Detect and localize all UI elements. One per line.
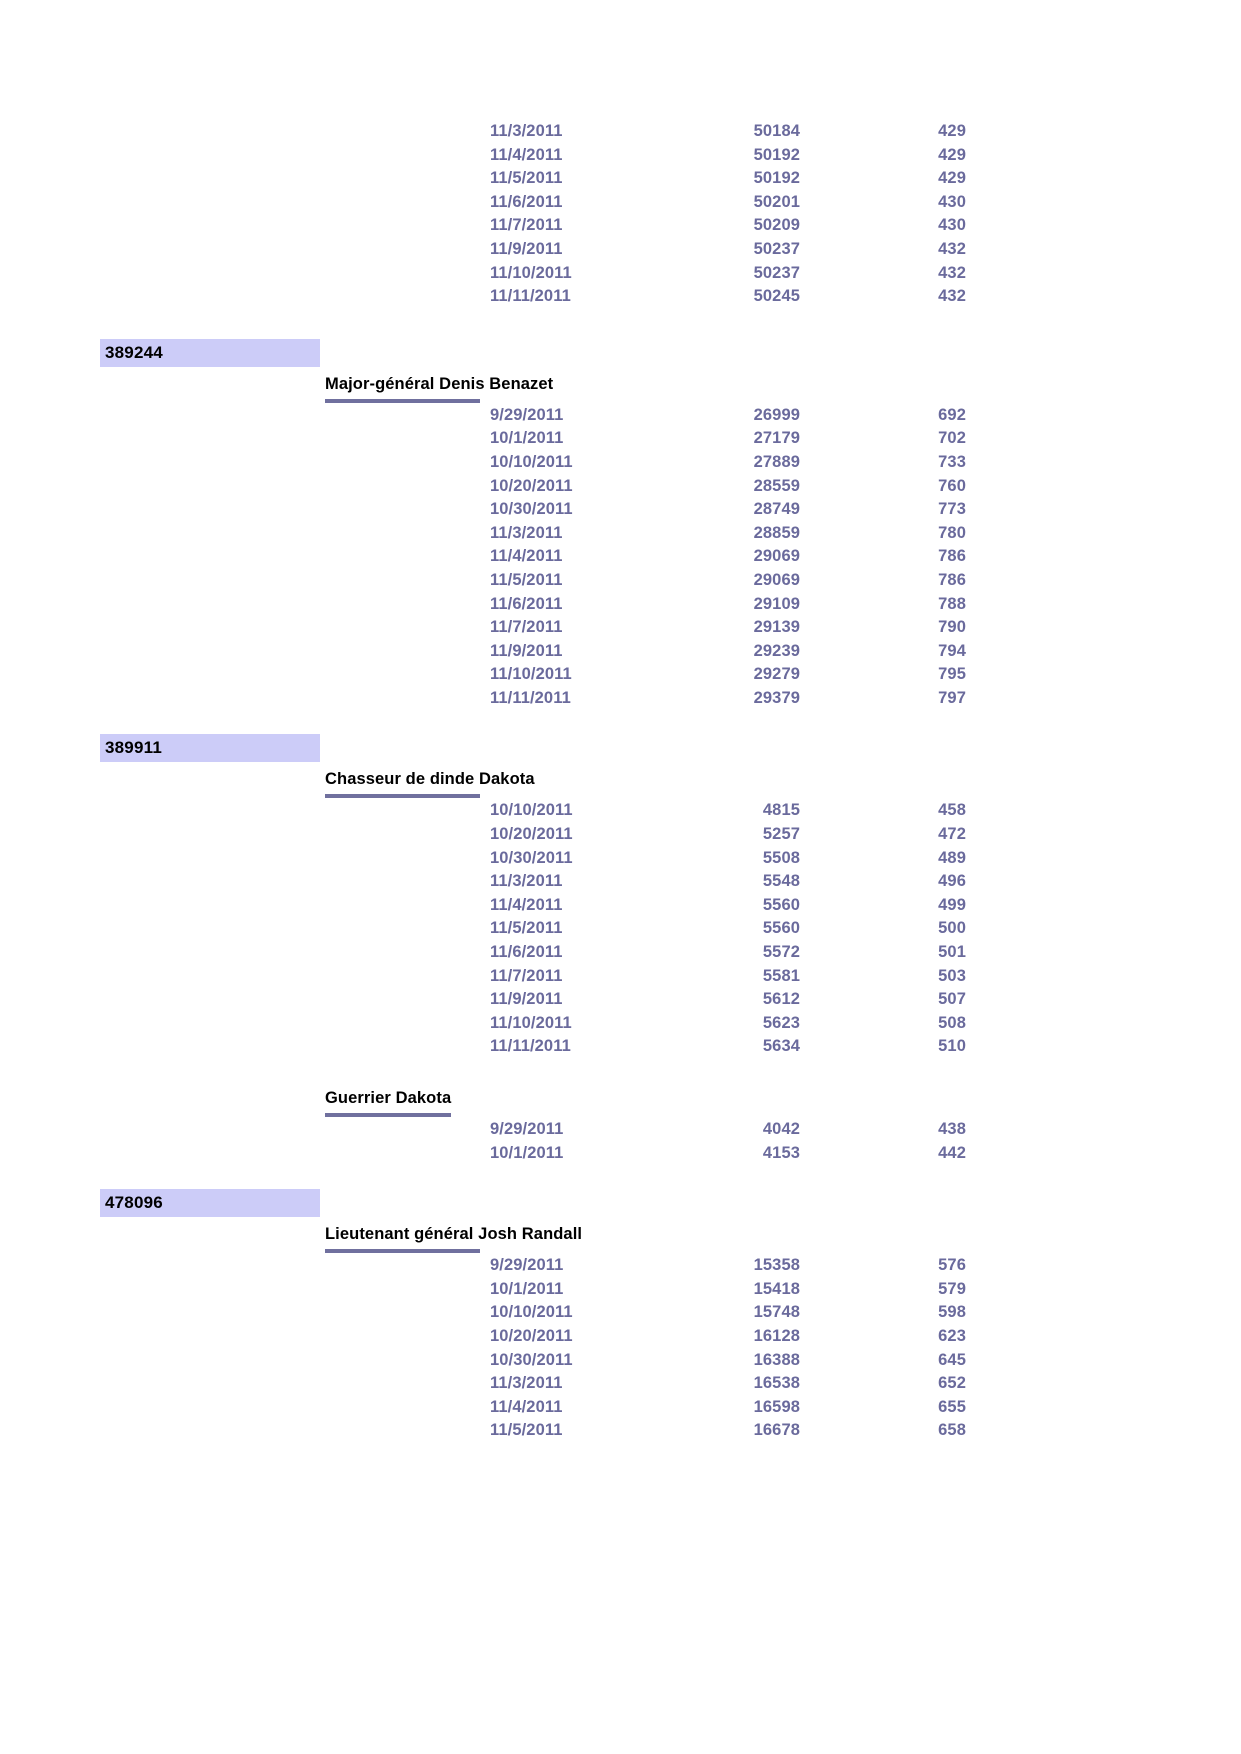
group-spacer	[0, 309, 1241, 339]
row-date: 11/3/2011	[490, 122, 563, 140]
row-date: 9/29/2011	[490, 1256, 564, 1275]
row-value-secondary: 598	[938, 1303, 966, 1322]
row-value-primary: 5508	[762, 848, 800, 867]
row-value-primary: 27889	[753, 452, 800, 471]
data-row	[0, 663, 1241, 687]
row-value-secondary: 500	[938, 919, 966, 938]
row-date: 11/9/2011	[490, 990, 563, 1009]
row-value-primary: 28749	[753, 500, 800, 519]
data-row	[0, 144, 1241, 168]
data-row	[0, 522, 1241, 546]
subgroup-spacer	[0, 762, 1241, 770]
row-value-secondary: 429	[938, 169, 966, 188]
row-date: 10/1/2011	[490, 429, 564, 448]
data-row	[0, 1396, 1241, 1420]
data-row	[0, 404, 1241, 428]
row-value-secondary: 652	[938, 1374, 966, 1393]
row-value-secondary: 655	[938, 1397, 966, 1416]
row-date: 11/11/2011	[490, 1037, 571, 1056]
row-value-primary: 5548	[762, 872, 800, 891]
row-value-secondary: 442	[938, 1143, 966, 1162]
row-date: 10/30/2011	[490, 848, 573, 867]
row-value-secondary: 786	[938, 547, 966, 566]
row-date: 11/5/2011	[490, 570, 563, 589]
row-value-secondary: 579	[938, 1279, 966, 1298]
data-row	[0, 1349, 1241, 1373]
group-header-band	[100, 339, 320, 367]
subgroup-heading-wrap	[0, 1225, 1241, 1254]
subgroup-underline	[325, 399, 480, 403]
row-value-secondary: 645	[938, 1350, 966, 1369]
subgroup-heading	[325, 770, 535, 796]
group-id-label: 389911	[105, 738, 162, 758]
row-value-primary: 15358	[753, 1256, 800, 1275]
row-value-primary: 50192	[753, 169, 800, 188]
row-value-primary: 4042	[762, 1120, 800, 1138]
data-row	[0, 498, 1241, 522]
row-value-primary: 50237	[753, 263, 800, 282]
subgroup-spacer	[0, 1217, 1241, 1225]
row-value-primary: 28859	[753, 523, 800, 542]
row-value-secondary: 432	[938, 239, 966, 258]
subgroup-heading-wrap	[0, 375, 1241, 404]
row-value-secondary: 503	[938, 966, 966, 985]
row-date: 11/3/2011	[490, 1374, 563, 1393]
data-row	[0, 569, 1241, 593]
group-header-band	[100, 1189, 320, 1217]
row-value-primary: 4815	[762, 801, 800, 820]
row-value-primary: 50184	[753, 122, 800, 140]
row-date: 11/10/2011	[490, 263, 572, 282]
row-date: 11/10/2011	[490, 1013, 572, 1032]
row-date: 11/7/2011	[490, 966, 563, 985]
subgroup-underline	[325, 794, 480, 798]
data-row	[0, 941, 1241, 965]
data-row	[0, 167, 1241, 191]
row-value-primary: 50192	[753, 145, 800, 164]
row-value-secondary: 760	[938, 476, 966, 495]
row-value-secondary: 508	[938, 1013, 966, 1032]
subgroup-name-label: Chasseur de dinde Dakota	[325, 770, 535, 789]
data-row	[0, 238, 1241, 262]
row-value-secondary: 576	[938, 1256, 966, 1275]
group-header-band	[100, 734, 320, 762]
row-value-secondary: 786	[938, 570, 966, 589]
row-value-secondary: 432	[938, 287, 966, 306]
row-value-primary: 50201	[753, 192, 800, 211]
row-value-primary: 5560	[762, 895, 800, 914]
row-value-primary: 5581	[762, 966, 800, 985]
row-date: 11/6/2011	[490, 192, 563, 211]
row-value-primary: 5612	[762, 990, 800, 1009]
row-date: 10/10/2011	[490, 801, 573, 820]
row-value-secondary: 501	[938, 943, 966, 962]
data-row	[0, 799, 1241, 823]
row-value-secondary: 780	[938, 523, 966, 542]
group-spacer	[0, 710, 1241, 734]
row-value-primary: 50237	[753, 239, 800, 258]
row-value-secondary: 790	[938, 618, 966, 637]
row-value-secondary: 692	[938, 405, 966, 424]
row-date: 11/6/2011	[490, 594, 563, 613]
subgroup-name-label: Major-général Denis Benazet	[325, 374, 554, 393]
row-date: 11/3/2011	[490, 523, 563, 542]
row-value-secondary: 623	[938, 1326, 966, 1345]
row-value-primary: 5572	[762, 943, 800, 962]
data-row	[0, 1301, 1241, 1325]
row-value-primary: 15748	[753, 1303, 800, 1322]
row-value-primary: 5257	[762, 825, 800, 844]
subgroup-underline	[325, 1249, 480, 1253]
data-row	[0, 965, 1241, 989]
row-value-primary: 27179	[753, 429, 800, 448]
row-value-primary: 29069	[753, 570, 800, 589]
subgroup-heading-wrap	[0, 1089, 1241, 1118]
row-date: 10/20/2011	[490, 1326, 573, 1345]
subgroup-name-label: Guerrier Dakota	[325, 1089, 452, 1107]
row-date: 10/1/2011	[490, 1143, 564, 1162]
row-date: 11/9/2011	[490, 239, 563, 258]
row-value-primary: 16128	[753, 1326, 800, 1345]
subgroup-heading	[325, 1225, 582, 1251]
row-value-secondary: 496	[938, 872, 966, 891]
data-row	[0, 285, 1241, 309]
row-value-primary: 4153	[762, 1143, 800, 1162]
row-date: 11/7/2011	[490, 216, 563, 235]
data-row	[0, 988, 1241, 1012]
data-row	[0, 1118, 1241, 1142]
subgroup-heading	[325, 1089, 451, 1115]
group-spacer	[0, 1165, 1241, 1189]
row-value-primary: 50245	[753, 287, 800, 306]
data-row	[0, 894, 1241, 918]
row-value-secondary: 795	[938, 665, 966, 684]
row-value-secondary: 429	[938, 122, 966, 140]
data-row	[0, 1035, 1241, 1059]
row-value-secondary: 507	[938, 990, 966, 1009]
data-row	[0, 823, 1241, 847]
row-value-secondary: 510	[938, 1037, 966, 1056]
row-date: 10/10/2011	[490, 452, 573, 471]
row-value-primary: 29139	[753, 618, 800, 637]
row-value-primary: 29109	[753, 594, 800, 613]
row-date: 11/9/2011	[490, 641, 563, 660]
data-row	[0, 1419, 1241, 1443]
row-value-secondary: 702	[938, 429, 966, 448]
row-value-secondary: 429	[938, 145, 966, 164]
row-date: 9/29/2011	[490, 405, 564, 424]
row-date: 11/10/2011	[490, 665, 572, 684]
row-date: 11/4/2011	[490, 1397, 563, 1416]
row-value-secondary: 432	[938, 263, 966, 282]
group-id-label: 478096	[105, 1193, 163, 1213]
row-date: 11/4/2011	[490, 145, 563, 164]
row-date: 11/5/2011	[490, 169, 563, 188]
data-row	[0, 870, 1241, 894]
report-body	[0, 120, 1241, 1443]
data-row	[0, 847, 1241, 871]
subgroup-underline	[325, 1113, 451, 1117]
data-row	[0, 1325, 1241, 1349]
group-id-label: 389244	[105, 342, 163, 362]
row-value-primary: 29279	[753, 665, 800, 684]
row-date: 11/3/2011	[490, 872, 563, 891]
data-row	[0, 1254, 1241, 1278]
row-value-secondary: 499	[938, 895, 966, 914]
data-row	[0, 593, 1241, 617]
row-value-primary: 16598	[753, 1397, 800, 1416]
row-date: 10/30/2011	[490, 1350, 573, 1369]
data-row	[0, 917, 1241, 941]
row-date: 11/4/2011	[490, 547, 563, 566]
data-row	[0, 640, 1241, 664]
row-value-primary: 29379	[753, 688, 800, 707]
row-date: 11/5/2011	[490, 919, 563, 938]
data-row	[0, 191, 1241, 215]
row-value-secondary: 788	[938, 594, 966, 613]
row-value-secondary: 472	[938, 825, 966, 844]
row-value-primary: 16678	[753, 1421, 800, 1440]
row-value-secondary: 794	[938, 641, 966, 660]
row-value-primary: 50209	[753, 216, 800, 235]
row-date: 10/20/2011	[490, 825, 573, 844]
data-row	[0, 1142, 1241, 1166]
row-date: 11/4/2011	[490, 895, 563, 914]
row-value-secondary: 733	[938, 452, 966, 471]
data-row	[0, 1372, 1241, 1396]
data-row	[0, 1278, 1241, 1302]
row-value-primary: 5634	[762, 1037, 800, 1056]
data-row	[0, 451, 1241, 475]
subgroup-heading-wrap	[0, 770, 1241, 799]
row-value-secondary: 489	[938, 848, 966, 867]
row-value-primary: 29239	[753, 641, 800, 660]
subgroup-spacer	[0, 367, 1241, 375]
data-row	[0, 545, 1241, 569]
row-value-primary: 28559	[753, 476, 800, 495]
row-value-primary: 16538	[753, 1374, 800, 1393]
row-value-secondary: 438	[938, 1120, 966, 1138]
row-value-primary: 26999	[753, 405, 800, 424]
row-date: 11/11/2011	[490, 287, 571, 306]
row-value-primary: 15418	[753, 1279, 800, 1298]
row-date: 11/5/2011	[490, 1421, 563, 1440]
row-date: 11/7/2011	[490, 618, 563, 637]
data-row	[0, 214, 1241, 238]
row-value-secondary: 430	[938, 216, 966, 235]
row-value-secondary: 797	[938, 688, 966, 707]
data-row	[0, 120, 1241, 144]
data-row	[0, 687, 1241, 711]
row-value-primary: 29069	[753, 547, 800, 566]
row-date: 9/29/2011	[490, 1120, 564, 1138]
row-value-secondary: 458	[938, 801, 966, 820]
subgroup-name-label: Lieutenant général Josh Randall	[325, 1225, 583, 1244]
row-value-primary: 16388	[753, 1350, 800, 1369]
data-row	[0, 616, 1241, 640]
row-value-primary: 5623	[762, 1013, 800, 1032]
data-row	[0, 1012, 1241, 1036]
data-row	[0, 262, 1241, 286]
subgroup-heading	[325, 375, 553, 401]
subgroup-spacer	[0, 1059, 1241, 1089]
row-value-primary: 5560	[762, 919, 800, 938]
row-date: 10/30/2011	[490, 500, 573, 519]
row-date: 10/1/2011	[490, 1279, 564, 1298]
row-date: 11/11/2011	[490, 688, 571, 707]
row-date: 11/6/2011	[490, 943, 563, 962]
data-row	[0, 475, 1241, 499]
data-row	[0, 427, 1241, 451]
row-value-secondary: 773	[938, 500, 966, 519]
row-value-secondary: 658	[938, 1421, 966, 1440]
row-date: 10/10/2011	[490, 1303, 573, 1322]
row-value-secondary: 430	[938, 192, 966, 211]
row-date: 10/20/2011	[490, 476, 573, 495]
